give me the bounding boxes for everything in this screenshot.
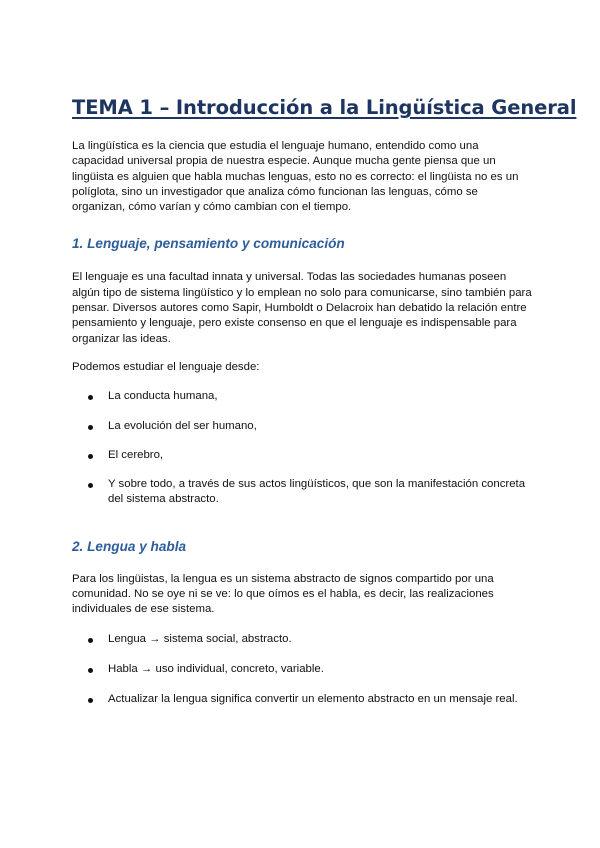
section-1-list (72, 389, 532, 507)
intro-paragraph: La lingüística es la ciencia que estudia el lenguaje humano, entendido como una capacidad universal propia de nuestra especie. Aunque mucha gente piensa que un lingüista es alguien que habla muchas lenguas, esto no es correcto: el lingüista no es un políglota, sino un investigador que analiza cómo funcionan las lenguas, cómo se organizan, cómo varían y cómo cambian con el tiempo. (72, 140, 519, 214)
list-item (72, 662, 532, 677)
list-item-text: Habla → uso individual, concreto, variable. (108, 662, 324, 675)
bullet-icon (88, 638, 93, 643)
bullet-icon (88, 698, 93, 703)
list-item (72, 632, 532, 647)
list-item (72, 419, 532, 434)
section-2-list (72, 632, 532, 708)
list-item-text: Y sobre todo, a través de sus actos lingüísticos, que son la manifestación concreta del sistema abstracto. (108, 478, 526, 506)
list-item (72, 692, 532, 707)
bullet-icon (88, 425, 93, 430)
section-1-lead: Podemos estudiar el lenguaje desde: (72, 360, 260, 373)
list-item-text: La evolución del ser humano, (108, 419, 257, 432)
document-title: TEMA 1 – Introducción a la Lingüística General (72, 96, 577, 119)
list-item-text: La conducta humana, (108, 390, 218, 403)
list-item-text: Lengua → sistema social, abstracto. (108, 632, 292, 645)
list-item-text: Actualizar la lengua significa convertir un elemento abstracto en un mensaje real. (108, 693, 518, 706)
list-item (72, 477, 532, 508)
section-2-paragraph: Para los lingüistas, la lengua es un sistema abstracto de signos compartido por una comunidad. No se oye ni se ve: lo que oímos es el habla, es decir, las realizaciones individuales de ese sistema. (72, 572, 494, 616)
section-1-paragraph: El lenguaje es una facultad innata y universal. Todas las sociedades humanas poseen algún tipo de sistema lingüístico y lo emplean no solo para comunicarse, sino también para pensar. Diversos autores como Sapir, Humboldt o Delacroix han debatido la relación entre pensamiento y lenguaje, pero existe consenso en que el lenguaje es indispensable para organizar las ideas. (72, 271, 532, 345)
list-item (72, 448, 532, 463)
section-2-heading: 2. Lengua y habla (72, 538, 187, 554)
bullet-icon (88, 454, 93, 459)
document-page (72, 96, 577, 708)
list-item-text: El cerebro, (108, 448, 164, 461)
bullet-icon (88, 395, 93, 400)
bullet-icon (88, 668, 93, 673)
bullet-icon (88, 483, 93, 488)
list-item (72, 389, 532, 404)
section-1-heading: 1. Lenguaje, pensamiento y comunicación (72, 236, 345, 252)
